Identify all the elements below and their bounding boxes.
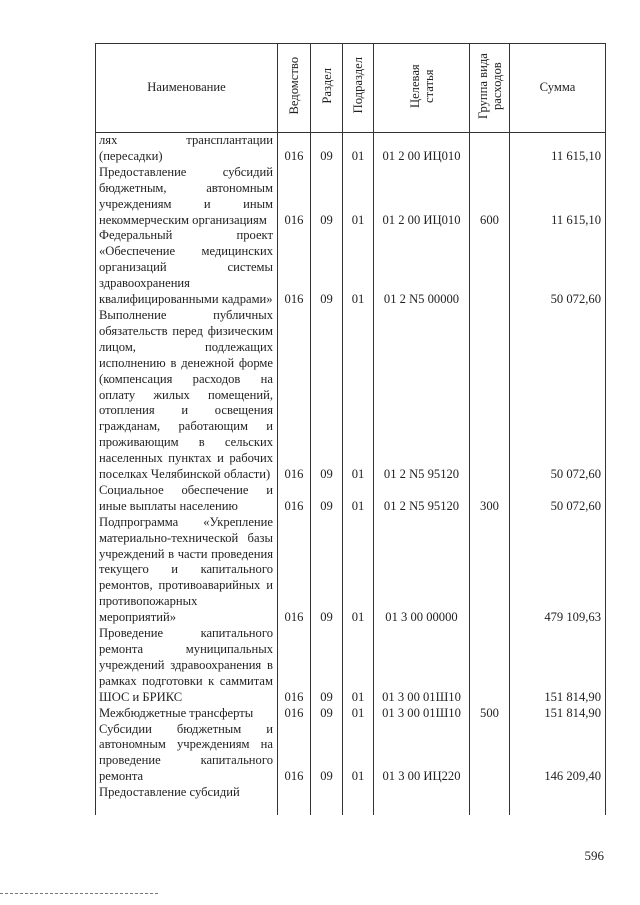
row-ved: 016 [278, 133, 311, 165]
table-row [96, 785, 606, 815]
row-podrazdel: 01 [343, 626, 374, 706]
row-summa: 50 072,60 [510, 308, 606, 483]
row-name: Проведение капитального ремонта муниципальных учреждений здравоохранения в рамках подготовки к саммитам ШОС и БРИКС [96, 626, 278, 706]
row-gruppa: 500 [470, 706, 510, 722]
header-summa: Сумма [510, 44, 606, 133]
row-celevaya: 01 3 00 00000 [374, 515, 470, 626]
row-summa: 146 209,40 [510, 722, 606, 786]
row-name: Субсидии бюджетным и автономным учреждениям на проведение капитального ремонта [96, 722, 278, 786]
row-celevaya: 01 2 00 ИЦ010 [374, 133, 470, 165]
header-ved: Ведомство [278, 44, 311, 133]
row-name: Социальное обеспечение и иные выплаты населению [96, 483, 278, 515]
row-ved [278, 785, 311, 815]
row-ved: 016 [278, 626, 311, 706]
table-row [96, 483, 606, 515]
row-celevaya: 01 2 N5 95120 [374, 308, 470, 483]
row-gruppa [470, 228, 510, 308]
row-name: лях трансплантации (пересадки) [96, 133, 278, 165]
row-gruppa: 600 [470, 165, 510, 229]
row-celevaya: 01 2 N5 95120 [374, 483, 470, 515]
row-summa: 151 814,90 [510, 626, 606, 706]
row-gruppa: 300 [470, 483, 510, 515]
row-razdel [311, 785, 343, 815]
row-podrazdel [343, 785, 374, 815]
row-razdel: 09 [311, 626, 343, 706]
row-razdel: 09 [311, 483, 343, 515]
row-razdel: 09 [311, 515, 343, 626]
row-celevaya [374, 785, 470, 815]
table-header-row [96, 44, 606, 133]
header-podrazdel: Подраздел [343, 44, 374, 133]
row-summa: 11 615,10 [510, 133, 606, 165]
row-gruppa [470, 515, 510, 626]
row-ved: 016 [278, 165, 311, 229]
row-podrazdel: 01 [343, 483, 374, 515]
row-razdel: 09 [311, 706, 343, 722]
row-ved: 016 [278, 228, 311, 308]
budget-table [95, 43, 606, 815]
row-name: Подпрограмма «Укрепление материально-технической базы учреждений в части проведения текущего и капитального ремонтов, противоаварийных и противопожарных мероприятий» [96, 515, 278, 626]
page-number: 596 [584, 848, 604, 863]
row-summa: 479 109,63 [510, 515, 606, 626]
row-celevaya: 01 3 00 01Ш10 [374, 626, 470, 706]
row-podrazdel: 01 [343, 308, 374, 483]
row-name: Предоставление субсидий [96, 785, 278, 815]
table-row [96, 228, 606, 308]
row-podrazdel: 01 [343, 706, 374, 722]
row-name: Предоставление субсидий бюджетным, автономным учреждениям и иным некоммерческим организациям [96, 165, 278, 229]
row-summa: 11 615,10 [510, 165, 606, 229]
table-row [96, 626, 606, 706]
header-razdel: Раздел [311, 44, 343, 133]
header-gruppa: Группа вида расходов [470, 44, 510, 133]
table-row [96, 722, 606, 786]
table-row [96, 133, 606, 165]
row-podrazdel: 01 [343, 133, 374, 165]
row-summa: 151 814,90 [510, 706, 606, 722]
row-gruppa [470, 722, 510, 786]
row-podrazdel: 01 [343, 515, 374, 626]
row-name: Межбюджетные трансферты [96, 706, 278, 722]
row-celevaya: 01 2 N5 00000 [374, 228, 470, 308]
header-name: Наименование [96, 44, 278, 133]
header-celevaya: Целевая статья [374, 44, 470, 133]
row-razdel: 09 [311, 133, 343, 165]
budget-table-page [95, 43, 605, 824]
row-gruppa [470, 308, 510, 483]
row-razdel: 09 [311, 308, 343, 483]
row-ved: 016 [278, 308, 311, 483]
row-gruppa [470, 133, 510, 165]
row-gruppa [470, 785, 510, 815]
row-gruppa [470, 626, 510, 706]
table-row [96, 308, 606, 483]
row-celevaya: 01 2 00 ИЦ010 [374, 165, 470, 229]
table-row [96, 706, 606, 722]
row-summa: 50 072,60 [510, 483, 606, 515]
row-ved: 016 [278, 722, 311, 786]
row-name: Выполнение публичных обязательств перед физическим лицом, подлежащих исполнению в денежной форме (компенсация расходов на оплату жилых помещений, отопления и освещения гражданам, работающим и проживающим в сельских населенных пунктах и рабочих поселках Челябинской области) [96, 308, 278, 483]
table-row [96, 165, 606, 229]
row-name: Федеральный проект «Обеспечение медицинских организаций системы здравоохранения квалифицированными кадрами» [96, 228, 278, 308]
row-summa [510, 785, 606, 815]
row-podrazdel: 01 [343, 165, 374, 229]
row-celevaya: 01 3 00 ИЦ220 [374, 722, 470, 786]
table-row [96, 515, 606, 626]
row-ved: 016 [278, 483, 311, 515]
row-celevaya: 01 3 00 01Ш10 [374, 706, 470, 722]
row-razdel: 09 [311, 228, 343, 308]
footer-divider [0, 893, 158, 894]
row-summa: 50 072,60 [510, 228, 606, 308]
row-razdel: 09 [311, 722, 343, 786]
row-podrazdel: 01 [343, 722, 374, 786]
row-ved: 016 [278, 515, 311, 626]
row-ved: 016 [278, 706, 311, 722]
row-podrazdel: 01 [343, 228, 374, 308]
row-razdel: 09 [311, 165, 343, 229]
